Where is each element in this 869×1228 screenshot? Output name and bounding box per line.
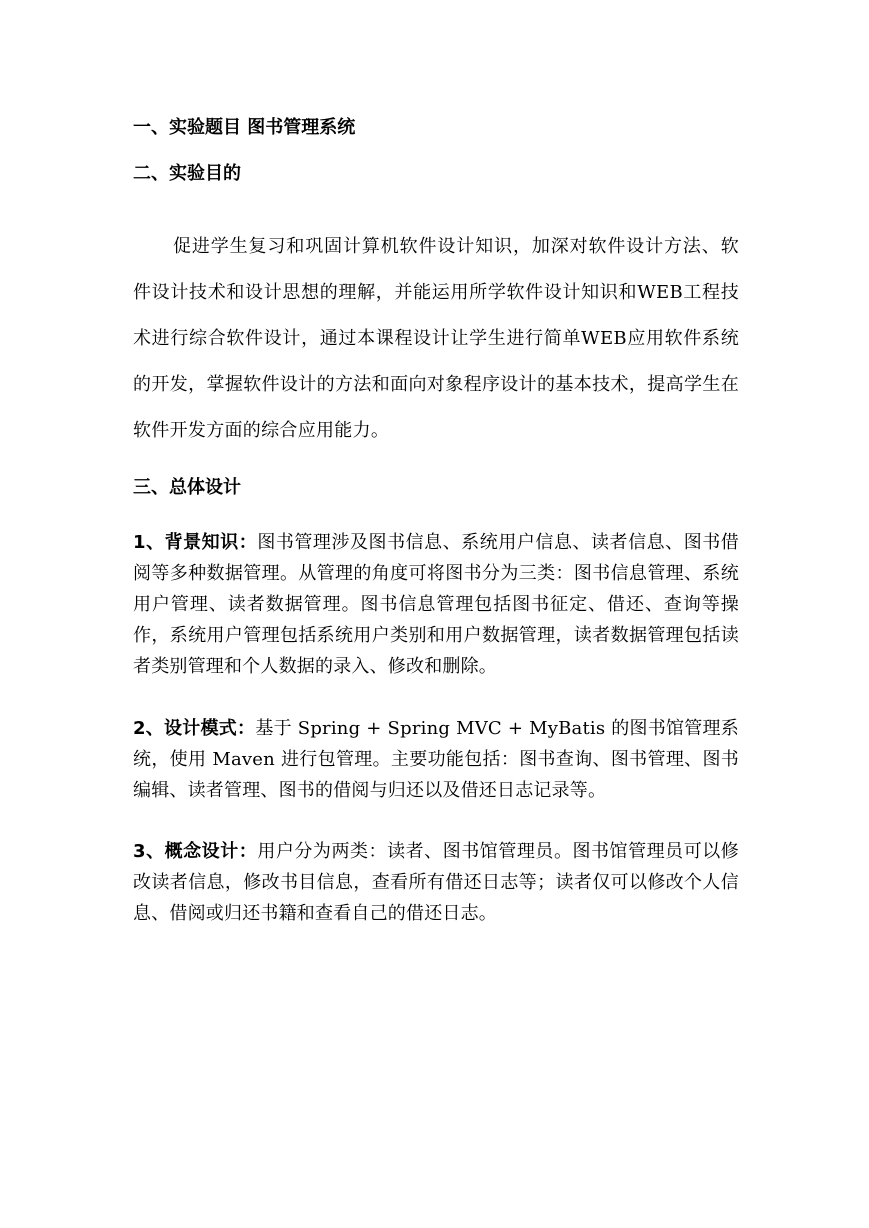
- concept-design-label: 3、概念设计：: [133, 841, 258, 862]
- background-knowledge-text: 图书管理涉及图书信息、系统用户信息、读者信息、图书借阅等多种数据管理。从管理的角度可将图书分为三类：图书信息管理、系统用户管理、读者数据管理。图书信息管理包括图书征定、借还、查询等操作，系统用户管理包括系统用户类别和用户数据管理，读者数据管理包括读者类别管理和个人数据的录入、修改和删除。: [133, 532, 739, 677]
- experiment-title-heading: 一、实验题目 图书管理系统: [133, 117, 356, 138]
- design-pattern-label: 2、设计模式：: [133, 718, 256, 739]
- concept-design-text: 用户分为两类：读者、图书馆管理员。图书馆管理员可以修改读者信息，修改书目信息，查看所有借还日志等；读者仅可以修改个人信息、借阅或归还书籍和查看自己的借还日志。: [133, 841, 739, 924]
- design-pattern-paragraph: [133, 713, 739, 806]
- purpose-paragraph: 促进学生复习和巩固计算机软件设计知识，加深对软件设计方法、软件设计技术和设计思想的理解，并能运用所学软件设计知识和WEB工程技术进行综合软件设计，通过本课程设计让学生进行简单WEB应用软件系统的开发，掌握软件设计的方法和面向对象程序设计的基本技术，提高学生在软件开发方面的综合应用能力。: [133, 236, 739, 441]
- purpose-heading: 二、实验目的: [133, 163, 241, 184]
- background-knowledge-label: 1、背景知识：: [133, 532, 258, 553]
- concept-design-paragraph: [133, 836, 739, 929]
- design-pattern-text: 基于 Spring + Spring MVC + MyBatis 的图书馆管理系统，使用 Maven 进行包管理。主要功能包括：图书查询、图书管理、图书编辑、读者管理、图书的借阅与归还以及借还日志记录等。: [133, 718, 739, 801]
- background-knowledge-paragraph: [133, 527, 739, 682]
- overall-design-heading: 三、总体设计: [133, 477, 241, 498]
